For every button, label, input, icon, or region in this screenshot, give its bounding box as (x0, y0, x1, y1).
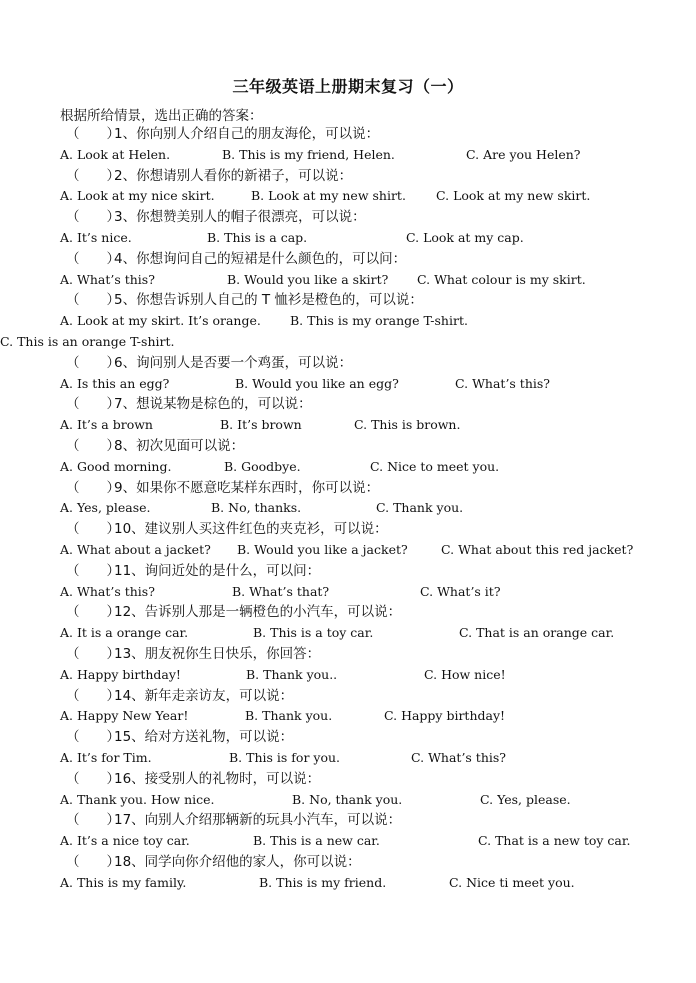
option-b: B. This is a cap. (207, 229, 308, 245)
option-a: A. Good morning. (60, 458, 172, 474)
option-c: C. Thank you. (376, 500, 464, 516)
option-c: C. What’s this? (411, 749, 506, 765)
question-2 (0, 166, 696, 187)
option-a: A. Yes, please. (60, 500, 151, 516)
option-a: A. Happy birthday! (60, 666, 181, 682)
question-text: 11、询问近处的是什么，可以问： (114, 562, 321, 579)
option-b: B. This is my orange T-shirt. (290, 313, 468, 329)
question-3 (0, 207, 696, 228)
answer-blank[interactable]: （ ） (66, 645, 120, 662)
option-b: B. This is a toy car. (253, 625, 374, 641)
answer-blank[interactable]: （ ） (66, 812, 120, 829)
options-row (0, 270, 696, 291)
option-b: B. Would you like a skirt? (227, 271, 389, 287)
option-a: A. Thank you. How nice. (60, 791, 215, 807)
answer-blank[interactable]: （ ） (66, 687, 120, 704)
option-c: C. Look at my new skirt. (436, 188, 591, 204)
question-10 (0, 519, 696, 540)
option-c: C. Are you Helen? (466, 146, 581, 162)
answer-blank[interactable]: （ ） (66, 770, 120, 787)
options-row (0, 831, 696, 852)
option-c: C. Look at my cap. (406, 229, 524, 245)
question-text: 6、询问别人是否要一个鸡蛋，可以说： (114, 354, 353, 371)
answer-blank[interactable]: （ ） (66, 292, 120, 309)
question-11 (0, 561, 696, 582)
question-text: 17、向别人介绍那辆新的玩具小汽车，可以说： (114, 812, 402, 829)
question-text: 15、给对方送礼物，可以说： (114, 729, 294, 746)
question-12 (0, 602, 696, 623)
option-a: A. Look at my skirt. It’s orange. (60, 313, 261, 329)
question-text: 2、你想请别人看你的新裙子，可以说： (114, 167, 353, 184)
options-row (0, 374, 696, 395)
option-c: C. What colour is my skirt. (417, 271, 586, 287)
option-b: B. Look at my new shirt. (251, 188, 406, 204)
option-a: A. It is a orange car. (60, 625, 189, 641)
question-text: 4、你想询问自己的短裙是什么颜色的，可以问： (114, 250, 407, 267)
option-a: A. Look at my nice skirt. (60, 188, 215, 204)
question-16 (0, 769, 696, 790)
option-c: C. Happy birthday! (384, 708, 506, 724)
question-1 (0, 124, 696, 145)
question-8 (0, 436, 696, 457)
option-a: A. It’s for Tim. (60, 749, 152, 765)
answer-blank[interactable]: （ ） (66, 354, 120, 371)
answer-blank[interactable]: （ ） (66, 562, 120, 579)
options-row (0, 873, 696, 894)
options-row (0, 665, 696, 686)
option-a: A. Look at Helen. (60, 146, 171, 162)
option-b: B. What’s that? (232, 583, 330, 599)
question-text: 18、同学向你介绍他的家人，你可以说： (114, 853, 361, 870)
question-14 (0, 686, 696, 707)
option-c: C. Nice to meet you. (370, 458, 500, 474)
instruction: 根据所给情景，选出正确的答案： (60, 108, 263, 124)
options-row (0, 623, 696, 644)
options-row (0, 186, 696, 207)
option-c: C. Yes, please. (480, 791, 571, 807)
question-text: 1、你向别人介绍自己的朋友海伦，可以说： (114, 126, 380, 142)
option-c: C. This is an orange T-shirt. (0, 333, 175, 349)
option-a: A. It’s nice. (60, 229, 132, 245)
question-text: 10、建议别人买这件红色的夹克衫，可以说： (114, 521, 388, 538)
option-a: A. This is my family. (60, 874, 187, 890)
options-row (0, 457, 696, 478)
options-row (0, 540, 696, 561)
question-text: 5、你想告诉别人自己的 T 恤衫是橙色的，可以说： (114, 292, 423, 309)
question-text: 3、你想赞美别人的帽子很漂亮，可以说： (114, 209, 366, 226)
question-list (0, 124, 696, 893)
answer-blank[interactable]: （ ） (66, 479, 120, 496)
question-6 (0, 353, 696, 374)
option-c: C. That is an orange car. (459, 625, 615, 641)
option-b: B. This is my friend. (259, 874, 387, 890)
page-title: 三年级英语上册期末复习（一） (232, 77, 464, 96)
question-15 (0, 727, 696, 748)
question-text: 13、朋友祝你生日快乐，你回答： (114, 645, 321, 662)
option-a: A. It’s a nice toy car. (60, 833, 190, 849)
option-c: C. How nice! (424, 666, 506, 682)
question-text: 14、新年走亲访友，可以说： (114, 687, 294, 704)
question-9 (0, 478, 696, 499)
option-b: B. No, thank you. (292, 791, 403, 807)
answer-blank[interactable]: （ ） (66, 604, 120, 621)
option-b: B. Thank you. (245, 708, 333, 724)
option-b: B. Goodbye. (224, 458, 301, 474)
option-a: A. Is this an egg? (60, 375, 170, 391)
options-row (0, 145, 696, 166)
options-row (0, 228, 696, 249)
question-13 (0, 644, 696, 665)
answer-blank[interactable]: （ ） (66, 250, 120, 267)
option-a: A. It’s a brown (60, 417, 153, 433)
options-row (0, 498, 696, 519)
option-b: B. This is a new car. (253, 833, 380, 849)
answer-blank[interactable]: （ ） (66, 126, 120, 142)
question-17 (0, 810, 696, 831)
option-b: B. Would you like an egg? (235, 375, 399, 391)
options-row (0, 582, 696, 603)
options-row (0, 311, 696, 353)
question-text: 9、如果你不愿意吃某样东西时，你可以说： (114, 479, 380, 496)
option-a: A. What about a jacket? (60, 541, 211, 557)
answer-blank[interactable]: （ ） (66, 521, 120, 538)
option-a: A. What’s this? (60, 271, 155, 287)
question-4 (0, 249, 696, 270)
options-row (0, 415, 696, 436)
question-18 (0, 852, 696, 873)
options-row (0, 706, 696, 727)
answer-blank[interactable]: （ ） (66, 396, 120, 413)
option-c: C. What’s it? (420, 583, 501, 599)
options-row (0, 748, 696, 769)
question-text: 7、想说某物是棕色的，可以说： (114, 396, 312, 413)
option-c: C. What’s this? (455, 375, 550, 391)
options-row (0, 790, 696, 811)
question-7 (0, 394, 696, 415)
option-b: B. No, thanks. (211, 500, 302, 516)
question-text: 16、接受别人的礼物时，可以说： (114, 770, 321, 787)
option-b: B. Would you like a jacket? (237, 541, 408, 557)
option-c: C. Nice ti meet you. (449, 874, 575, 890)
option-a: A. What’s this? (60, 583, 155, 599)
option-b: B. It’s brown (220, 417, 302, 433)
option-a: A. Happy New Year! (60, 708, 189, 724)
answer-blank[interactable]: （ ） (66, 209, 120, 226)
option-b: B. This is for you. (229, 749, 341, 765)
option-c: C. What about this red jacket? (441, 541, 634, 557)
question-text: 8、初次见面可以说： (114, 437, 245, 454)
answer-blank[interactable]: （ ） (66, 167, 120, 184)
answer-blank[interactable]: （ ） (66, 437, 120, 454)
option-b: B. This is my friend, Helen. (222, 146, 395, 162)
option-b: B. Thank you.. (246, 666, 338, 682)
question-5 (0, 290, 696, 311)
answer-blank[interactable]: （ ） (66, 729, 120, 746)
option-c: C. This is brown. (354, 417, 461, 433)
option-c: C. That is a new toy car. (478, 833, 631, 849)
question-text: 12、告诉别人那是一辆橙色的小汽车，可以说： (114, 604, 402, 621)
answer-blank[interactable]: （ ） (66, 853, 120, 870)
